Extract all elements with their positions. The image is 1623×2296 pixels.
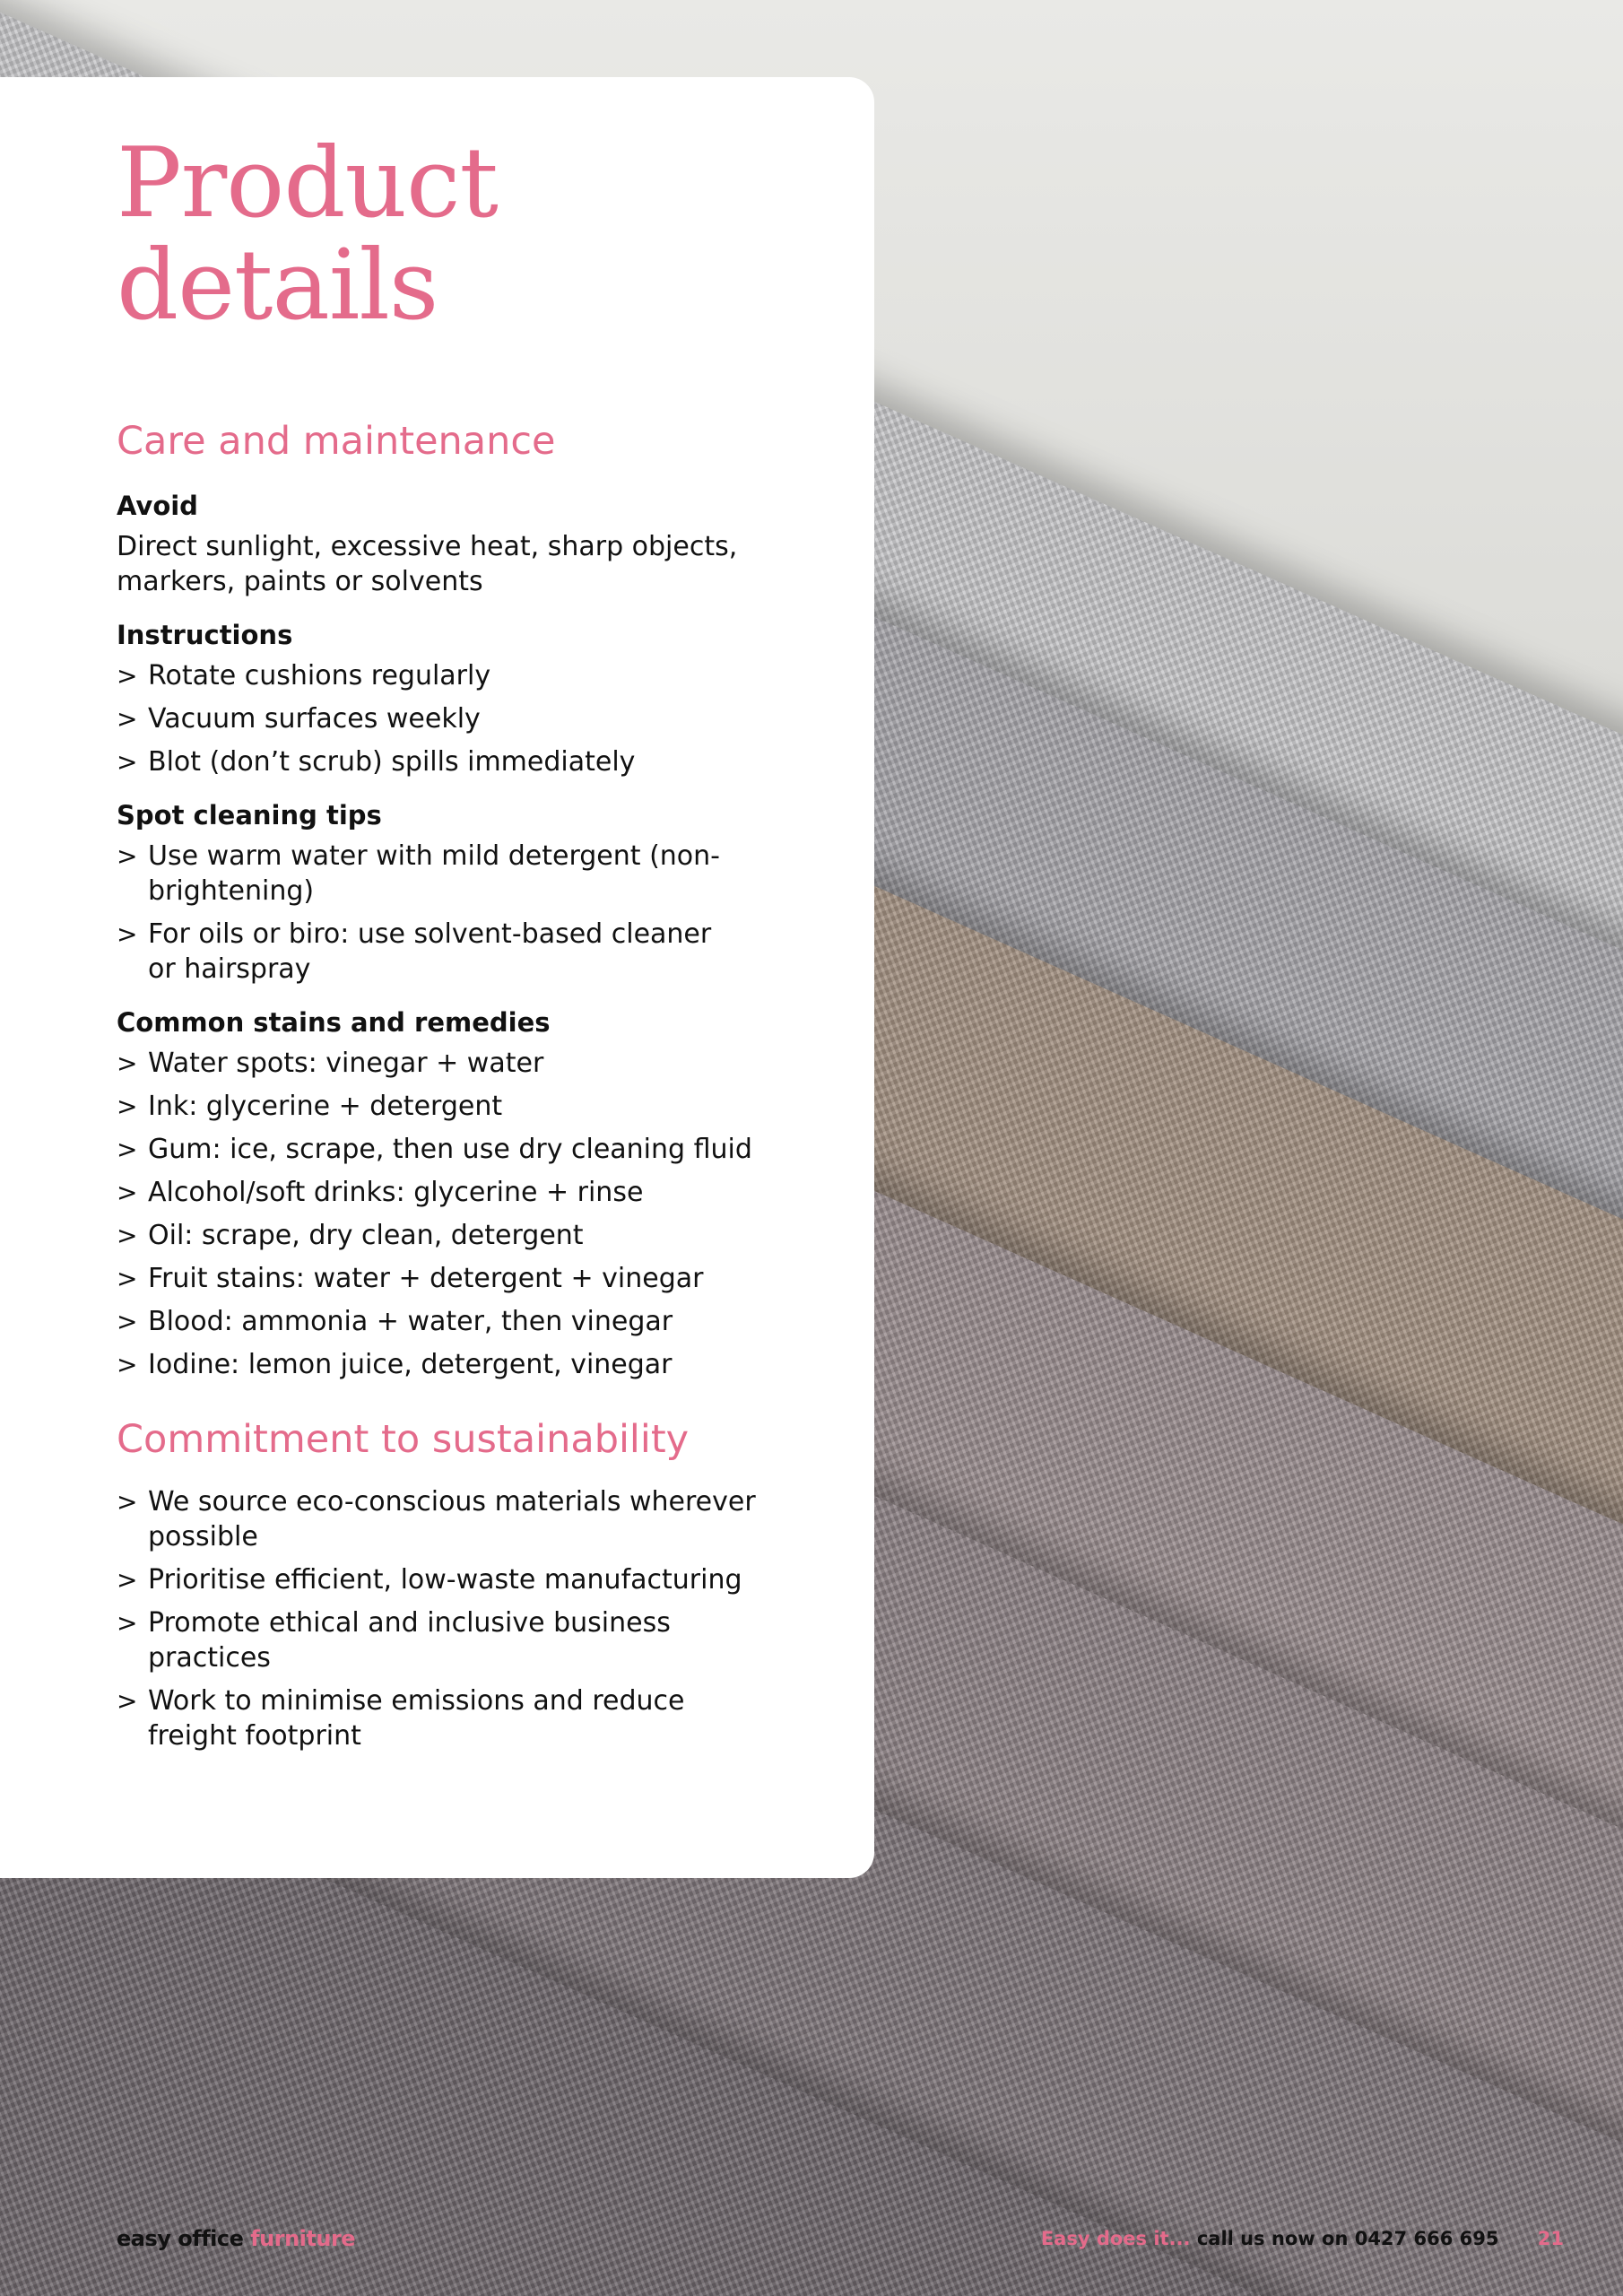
chevron-right-icon: > <box>117 1307 138 1336</box>
page-title <box>117 127 820 342</box>
chevron-right-icon: > <box>117 1350 138 1379</box>
brand-name-part1: easy office <box>117 2226 244 2251</box>
footer-brand-logo <box>117 2226 355 2251</box>
chevron-right-icon: > <box>117 1608 138 1638</box>
product-details-card <box>0 77 874 1878</box>
title-line-1: Product <box>117 127 498 239</box>
footer-phone-text: call us now on 0427 666 695 <box>1196 2228 1499 2249</box>
chevron-right-icon: > <box>117 1091 138 1121</box>
chevron-right-icon: > <box>117 1221 138 1250</box>
brand-name-part2: furniture <box>250 2226 356 2251</box>
avoid-heading: Avoid <box>117 491 198 521</box>
instructions-heading: Instructions <box>117 620 293 650</box>
list-item: > Prioritise efficient, low-waste manufacturing <box>117 1564 742 1596</box>
list-item: > Iodine: lemon juice, detergent, vinegar <box>117 1349 673 1380</box>
list-item: > Work to minimise emissions and reduce freight footprint <box>117 1685 685 1752</box>
footer-tagline: Easy does it... <box>1040 2228 1191 2249</box>
chevron-right-icon: > <box>117 1048 138 1078</box>
chevron-right-icon: > <box>117 919 138 949</box>
list-item: > Vacuum surfaces weekly <box>117 703 481 735</box>
page-number: 21 <box>1537 2228 1564 2249</box>
list-item: > Water spots: vinegar + water <box>117 1048 544 1079</box>
spot-cleaning-list <box>117 839 820 987</box>
list-item: > Fruit stains: water + detergent + vinegar <box>117 1263 704 1294</box>
chevron-right-icon: > <box>117 1264 138 1293</box>
stains-list <box>117 1046 820 1382</box>
avoid-text: Direct sunlight, excessive heat, sharp objects, markers, paints or solvents <box>117 531 738 597</box>
list-item: > Use warm water with mild detergent (non-brightening) <box>117 840 720 907</box>
chevron-right-icon: > <box>117 661 138 691</box>
list-item: > For oils or biro: use solvent-based cleaner or hairspray <box>117 918 712 985</box>
chevron-right-icon: > <box>117 747 138 777</box>
chevron-right-icon: > <box>117 1487 138 1517</box>
care-maintenance-heading: Care and maintenance <box>117 419 556 464</box>
chevron-right-icon: > <box>117 1686 138 1716</box>
list-item: > Promote ethical and inclusive business practices <box>117 1607 671 1674</box>
list-item: > Ink: glycerine + detergent <box>117 1091 503 1122</box>
list-item: > Alcohol/soft drinks: glycerine + rinse <box>117 1177 644 1208</box>
list-item: > Blot (don’t scrub) spills immediately <box>117 746 636 778</box>
title-line-2: details <box>117 230 438 342</box>
chevron-right-icon: > <box>117 1135 138 1164</box>
chevron-right-icon: > <box>117 841 138 871</box>
chevron-right-icon: > <box>117 1178 138 1207</box>
chevron-right-icon: > <box>117 704 138 734</box>
instructions-list <box>117 658 820 779</box>
sustainability-list <box>117 1484 820 1753</box>
list-item: > Blood: ammonia + water, then vinegar <box>117 1306 673 1337</box>
list-item: > Rotate cushions regularly <box>117 660 491 691</box>
footer-contact <box>1041 2228 1564 2249</box>
list-item: > We source eco-conscious materials wherever possible <box>117 1486 756 1552</box>
stains-heading: Common stains and remedies <box>117 1007 551 1038</box>
list-item: > Gum: ice, scrape, then use dry cleaning fluid <box>117 1134 752 1165</box>
sustainability-heading: Commitment to sustainability <box>117 1417 690 1462</box>
spot-cleaning-heading: Spot cleaning tips <box>117 800 382 831</box>
chevron-right-icon: > <box>117 1565 138 1595</box>
list-item: > Oil: scrape, dry clean, detergent <box>117 1220 584 1251</box>
